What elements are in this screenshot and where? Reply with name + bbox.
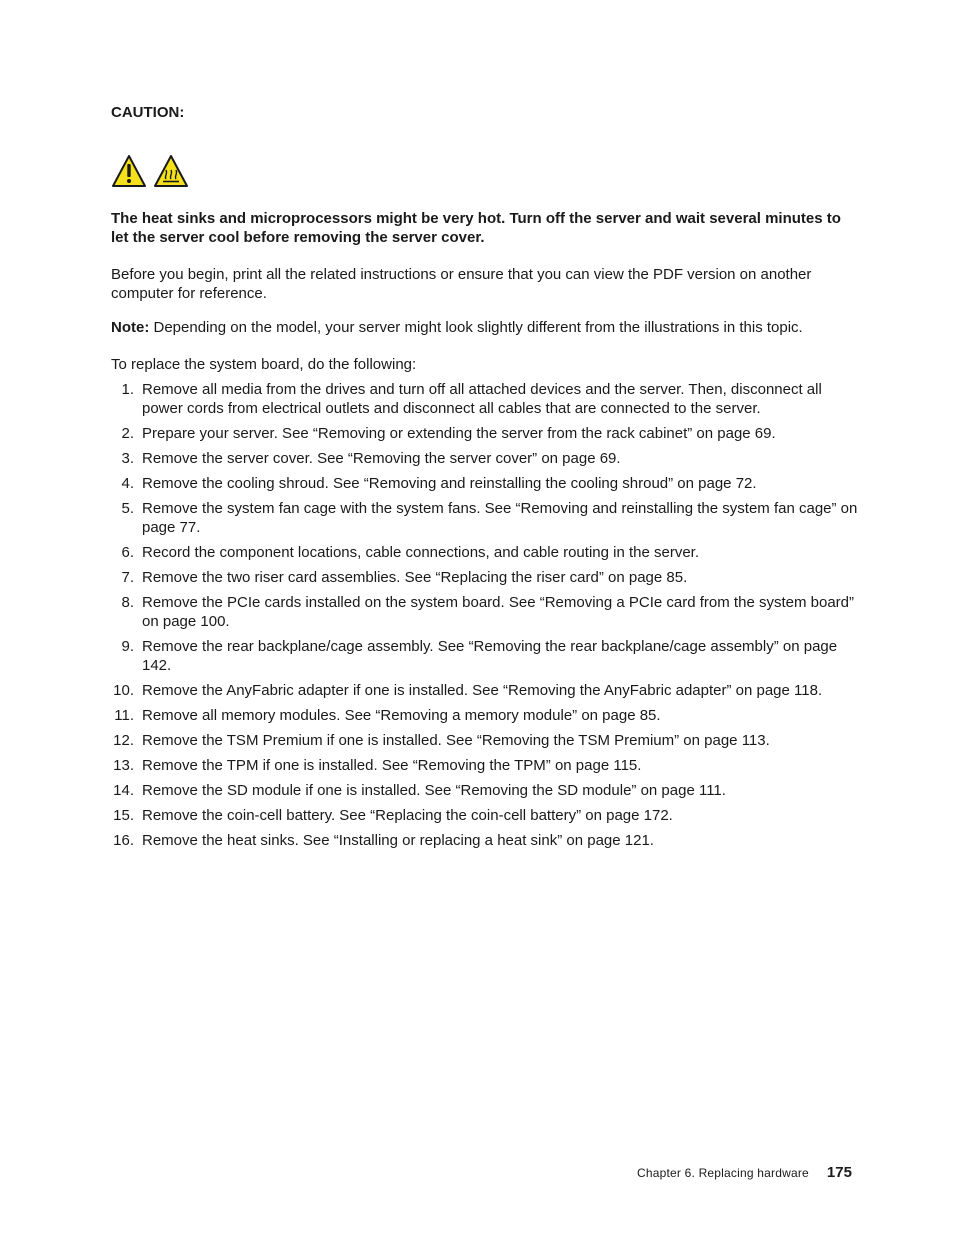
step-text: Remove the rear backplane/cage assembly. See “Removing the rear backplane/cage assembly” on page 142. (142, 638, 838, 674)
step-number: 6. (121, 544, 134, 561)
step-text: Remove all memory modules. See “Removing a memory module” on page 85. (142, 707, 661, 724)
steps-intro: To replace the system board, do the following: (111, 356, 417, 373)
list-item (111, 474, 859, 493)
list-item (111, 681, 859, 700)
step-number: 4. (121, 475, 134, 492)
step-number: 7. (121, 569, 134, 586)
step-number: 12. (113, 732, 134, 749)
note-text: Depending on the model, your server might look slightly different from the illustrations in this topic. (149, 319, 803, 336)
step-text: Remove the TPM if one is installed. See “Removing the TPM” on page 115. (142, 757, 642, 774)
warning-triangle-icon (111, 154, 147, 188)
step-text: Remove the AnyFabric adapter if one is installed. See “Removing the AnyFabric adapter” on page 118. (142, 682, 823, 699)
list-item (111, 499, 859, 537)
step-number: 8. (121, 594, 134, 611)
step-text: Remove the SD module if one is installed. See “Removing the SD module” on page 111. (142, 782, 726, 799)
step-text: Prepare your server. See “Removing or extending the server from the rack cabinet” on page 69. (142, 425, 776, 442)
step-text: Remove the server cover. See “Removing the server cover” on page 69. (142, 450, 621, 467)
footer-chapter-title: Chapter 6. Replacing hardware (637, 1166, 809, 1180)
step-text: Remove the cooling shroud. See “Removing and reinstalling the cooling shroud” on page 72. (142, 475, 757, 492)
list-item (111, 806, 859, 825)
step-text: Remove the coin-cell battery. See “Replacing the coin-cell battery” on page 172. (142, 807, 673, 824)
list-item (111, 424, 859, 443)
caution-warning-text: The heat sinks and microprocessors might be very hot. Turn off the server and wait several minutes to let the server cool before removing the server cover. (111, 210, 841, 246)
step-number: 1. (121, 381, 134, 398)
step-number: 11. (114, 707, 134, 724)
list-item (111, 568, 859, 587)
step-text: Remove the two riser card assemblies. See “Replacing the riser card” on page 85. (142, 569, 688, 586)
step-number: 10. (113, 682, 134, 699)
note-paragraph (111, 318, 859, 337)
list-item (111, 637, 859, 675)
list-item (111, 756, 859, 775)
step-number: 2. (121, 425, 134, 442)
list-item (111, 449, 859, 468)
step-number: 9. (121, 638, 134, 655)
list-item (111, 831, 859, 850)
before-you-begin-text: Before you begin, print all the related instructions or ensure that you can view the PDF version on another computer for reference. (111, 266, 812, 302)
list-item (111, 731, 859, 750)
steps-list (111, 380, 859, 856)
step-number: 13. (113, 757, 134, 774)
step-text: Remove the TSM Premium if one is installed. See “Removing the TSM Premium” on page 113. (142, 732, 770, 749)
caution-label: CAUTION: (111, 104, 185, 121)
hot-surface-icon (153, 154, 189, 188)
step-text: Remove all media from the drives and turn off all attached devices and the server. Then, disconnect all power cords from electrical outlets and disconnect all cables that are connected to the server. (142, 381, 822, 417)
list-item (111, 543, 859, 562)
page-number: 175 (826, 1164, 852, 1181)
page-footer (637, 1163, 867, 1183)
caution-icons (111, 154, 189, 188)
step-number: 5. (121, 500, 134, 517)
step-number: 15. (113, 807, 134, 824)
note-label: Note: (111, 319, 150, 336)
step-text: Remove the heat sinks. See “Installing or replacing a heat sink” on page 121. (142, 832, 654, 849)
list-item (111, 593, 859, 631)
step-text: Remove the system fan cage with the system fans. See “Removing and reinstalling the system fan cage” on page 77. (142, 500, 858, 536)
step-number: 16. (113, 832, 134, 849)
step-number: 3. (121, 450, 134, 467)
list-item (111, 706, 859, 725)
step-number: 14. (113, 782, 134, 799)
step-text: Remove the PCIe cards installed on the system board. See “Removing a PCIe card from the system board” on page 100. (142, 594, 854, 630)
list-item (111, 380, 859, 418)
list-item (111, 781, 859, 800)
step-text: Record the component locations, cable connections, and cable routing in the server. (142, 544, 700, 561)
